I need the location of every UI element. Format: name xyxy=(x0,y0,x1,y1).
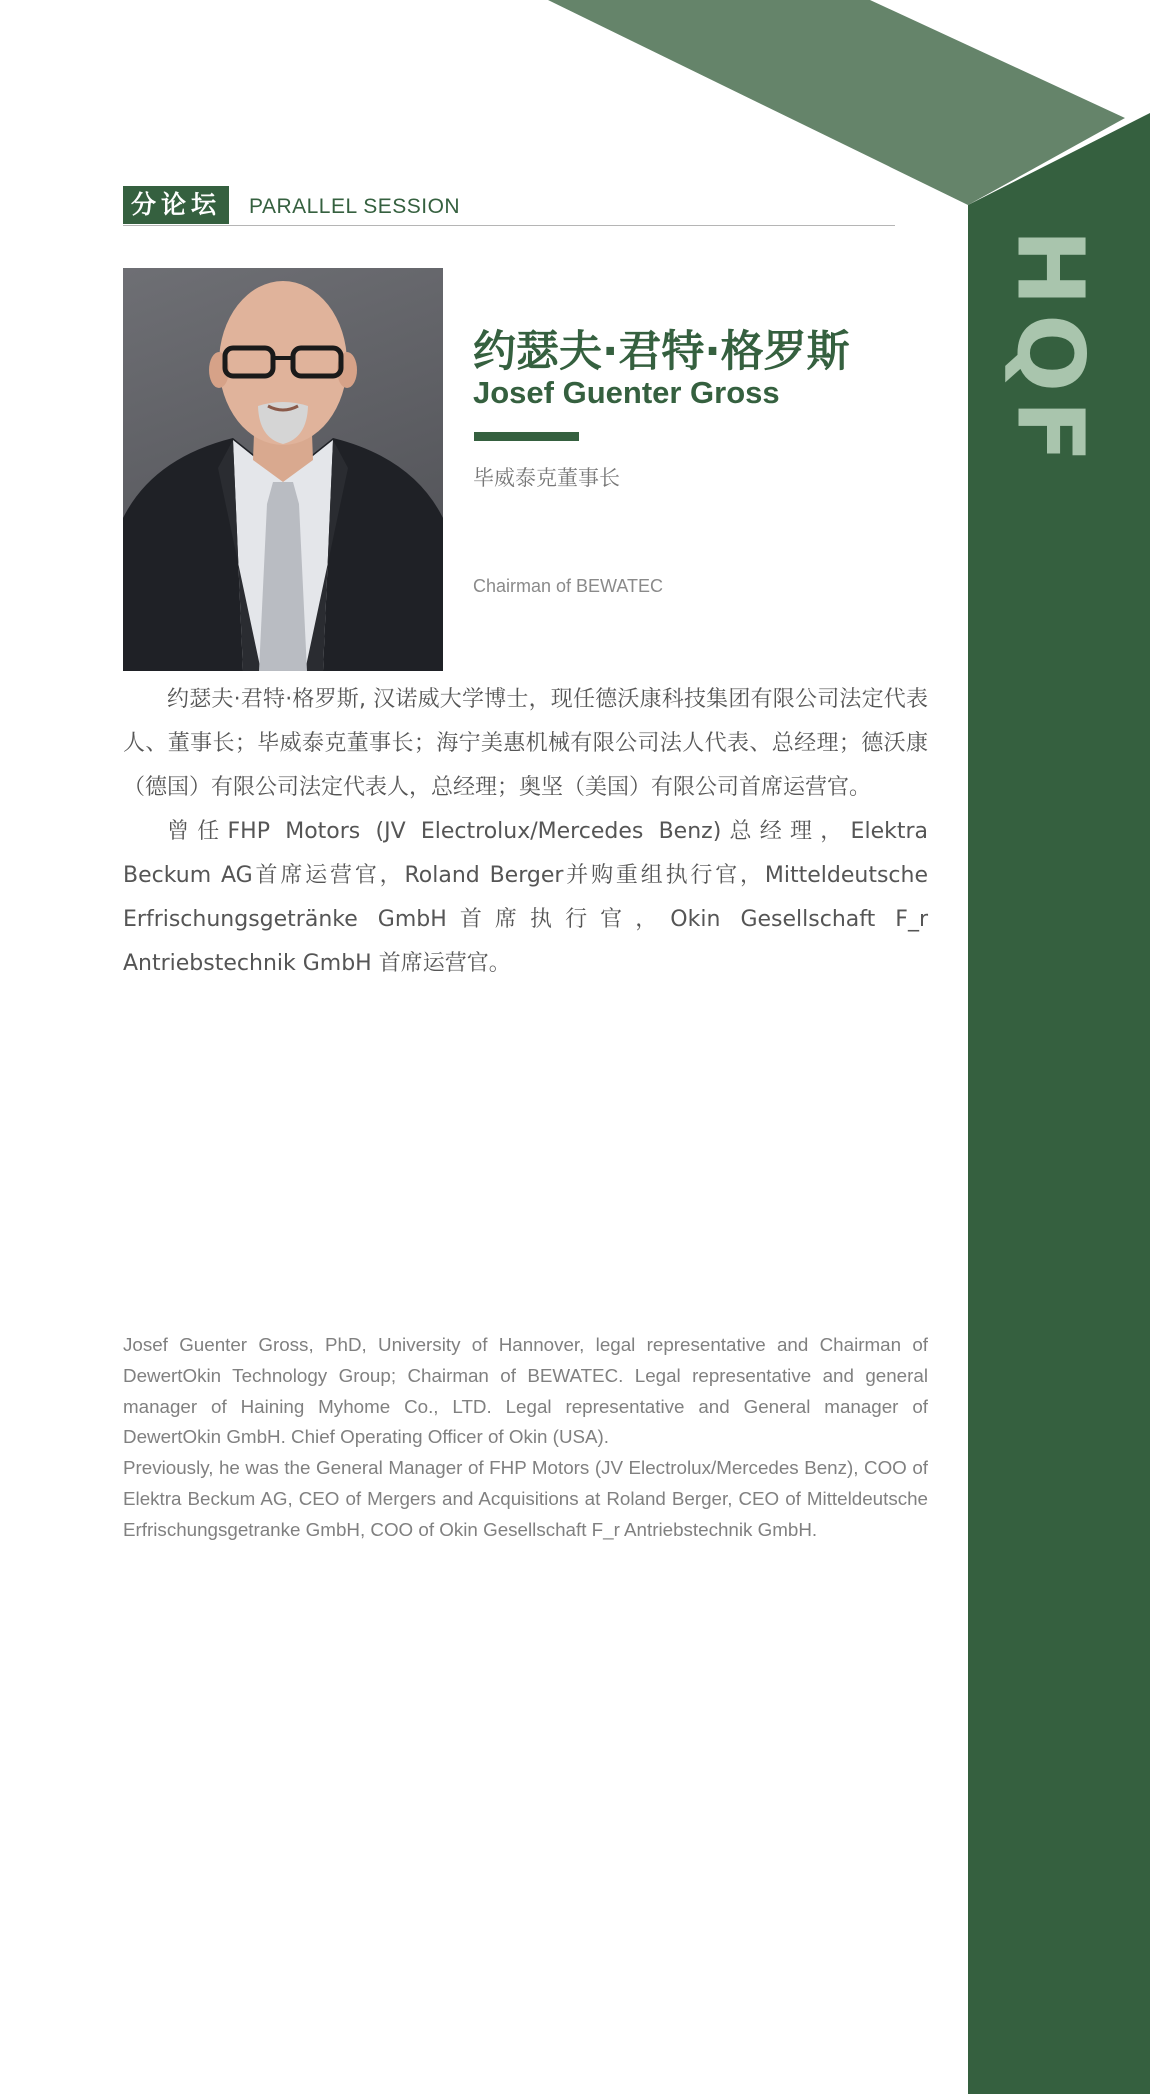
bio-en-paragraph: Josef Guenter Gross, PhD, University of Hannover, legal representative and Chairman of DewertOkin Technology Group; Chairman of BEWATEC. Legal representative and general manager of Haining Myhome Co., LTD. Legal representative and General manager of DewertOkin GmbH. Chief Operating Officer of Okin (USA). xyxy=(123,1334,928,1448)
bio-cn-paragraph: 曾任FHP Motors (JV Electrolux/Mercedes Benz)总经理，Elektra Beckum AG首席运营官，Roland Berger并购重组执行官，Mitteldeutsche Erfrischungsgetränke GmbH首席执行官，Okin Gesellschaft F_r Antriebstechnik GmbH 首席运营官。 xyxy=(123,819,928,976)
accent-divider xyxy=(474,432,579,441)
bio-cn-paragraph: 约瑟夫·君特·格罗斯, 汉诺威大学博士，现任德沃康科技集团有限公司法定代表人、董事长；毕威泰克董事长；海宁美惠机械有限公司法人代表、总经理；德沃康（德国）有限公司法定代表人，总经理；奥坚（美国）有限公司首席运营官。 xyxy=(123,687,928,800)
speaker-title-cn: 毕威泰克董事长 xyxy=(473,466,620,490)
bio-en-paragraph: Previously, he was the General Manager of FHP Motors (JV Electrolux/Mercedes Benz), COO of Elektra Beckum AG, CEO of Mergers and Acquisitions at Roland Berger, CEO of Mitteldeutsche Erfrischungsgetranke GmbH, COO of Okin Gesellschaft F_r Antriebstechnik GmbH. xyxy=(123,1457,928,1540)
biography-cn xyxy=(123,678,928,986)
hqf-logo-vertical xyxy=(996,228,1104,472)
speaker-title-en: Chairman of BEWATEC xyxy=(473,576,664,596)
brand-text: HQF xyxy=(996,228,1104,472)
speaker-name-en: Josef Guenter Gross xyxy=(473,375,780,410)
speaker-photo xyxy=(123,268,443,671)
session-label-en: PARALLEL SESSION xyxy=(249,195,461,218)
portrait-illustration xyxy=(123,268,443,671)
session-header xyxy=(123,186,895,226)
speaker-name-cn: 约瑟夫·君特·格罗斯 xyxy=(473,327,850,377)
session-badge: 分论坛 xyxy=(123,186,229,224)
biography-en xyxy=(123,1330,928,1546)
